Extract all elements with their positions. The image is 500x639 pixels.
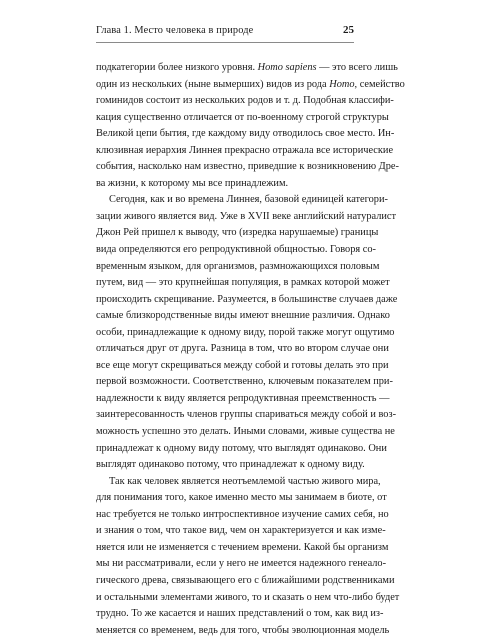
text-line: отличаться друг от друга. Разница в том, что во втором случае они [96, 343, 389, 355]
text-line: мы ни рассматривали, если у него не имеется надежного генеало- [96, 558, 387, 570]
text-line: вида определяются его репродуктивной общностью. Говоря со- [96, 244, 376, 256]
text-line: гоминидов состоит из нескольких родов и т. д. Подобная классифи- [96, 95, 394, 107]
text-line: няется или не изменяется с течением времени. Какой бы организм [96, 541, 389, 553]
text-line: принадлежат к одному виду потому, что выглядят одинаково. Они [96, 442, 387, 454]
running-head [96, 24, 354, 40]
text-line: все еще могут скрещиваться между собой и готовы делать это при [96, 359, 389, 371]
text-line: один из нескольких (ныне вымерших) видов из рода Homo, семейство [96, 78, 405, 90]
text-line: для понимания того, какое именно место мы занимаем в биоте, от [96, 492, 387, 504]
text-line: гического древа, связывающего его с ближайшими родственниками [96, 574, 395, 586]
text-line: трудно. То же касается и наших представлений о том, как вид из- [96, 608, 384, 620]
text-line: первой возможности. Соответственно, ключевым показателем при- [96, 376, 393, 388]
text-line: временным языком, для организмов, размножающихся половым [96, 260, 380, 272]
text-line: и остальными элементами живого, то и сказать о нем что-либо будет [96, 591, 400, 603]
paragraph [96, 192, 398, 473]
text-line: заинтересованность членов группы спариваться между собой и воз- [96, 409, 397, 421]
text-line: выглядят одинаково потому, что принадлежат к одному виду. [96, 459, 365, 471]
text-line: происходить скрещивание. Разумеется, в большинстве случаев даже [96, 293, 398, 305]
paragraph [96, 474, 400, 639]
text-line: подкатегории более низкого уровня. Homo sapiens — это всего лишь [96, 62, 398, 73]
header-rule [96, 42, 354, 43]
text-line: клюзивная иерархия Линнея прекрасно отражала все исторические [96, 144, 394, 156]
text-line: меняется со временем, ведь для того, чтобы эволюционная модель [96, 624, 390, 636]
text-line: Джон Рей пришел к выводу, что (изредка нарушаемые) границы [96, 227, 379, 239]
text-line: путем, вид — это крупнейшая популяция, в рамках которой может [96, 277, 390, 289]
text-line: события, насколько нам известно, приведшие к возникновению Дре- [96, 161, 399, 173]
text-line: надлежности к виду является репродуктивная преемственность — [96, 392, 390, 404]
text-line: и знания о том, что такое вид, чем он характеризуется и как изме- [96, 525, 386, 537]
text-line: Сегодня, как и во времена Линнея, базовой единицей категори- [109, 194, 388, 206]
text-line: кация существенно отличается от по-военному строгой структуры [96, 111, 389, 123]
paragraph [96, 60, 405, 192]
text-line: нас требуется не только интроспективное изучение самих себя, но [96, 508, 389, 520]
text-line: зации живого является вид. Уже в XVII веке английский натуралист [96, 210, 397, 222]
chapter-title: Глава 1. Место человека в природе [96, 25, 254, 36]
page-number: 25 [343, 24, 354, 36]
body-text [96, 60, 405, 639]
text-line: самые близкородственные виды имеют внешние различия. Однако [96, 310, 390, 322]
text-line: можность успешно это делать. Иными словами, живые существа не [96, 426, 395, 438]
text-line: особи, принадлежащие к одному виду, порой также могут ощутимо [96, 326, 395, 338]
text-line: ва жизни, к которому мы все принадлежим. [96, 177, 289, 189]
text-line: Великой цепи бытия, где каждому виду отводилось свое место. Ин- [96, 128, 395, 140]
text-line: Так как человек является неотъемлемой частью живого мира, [109, 475, 381, 487]
